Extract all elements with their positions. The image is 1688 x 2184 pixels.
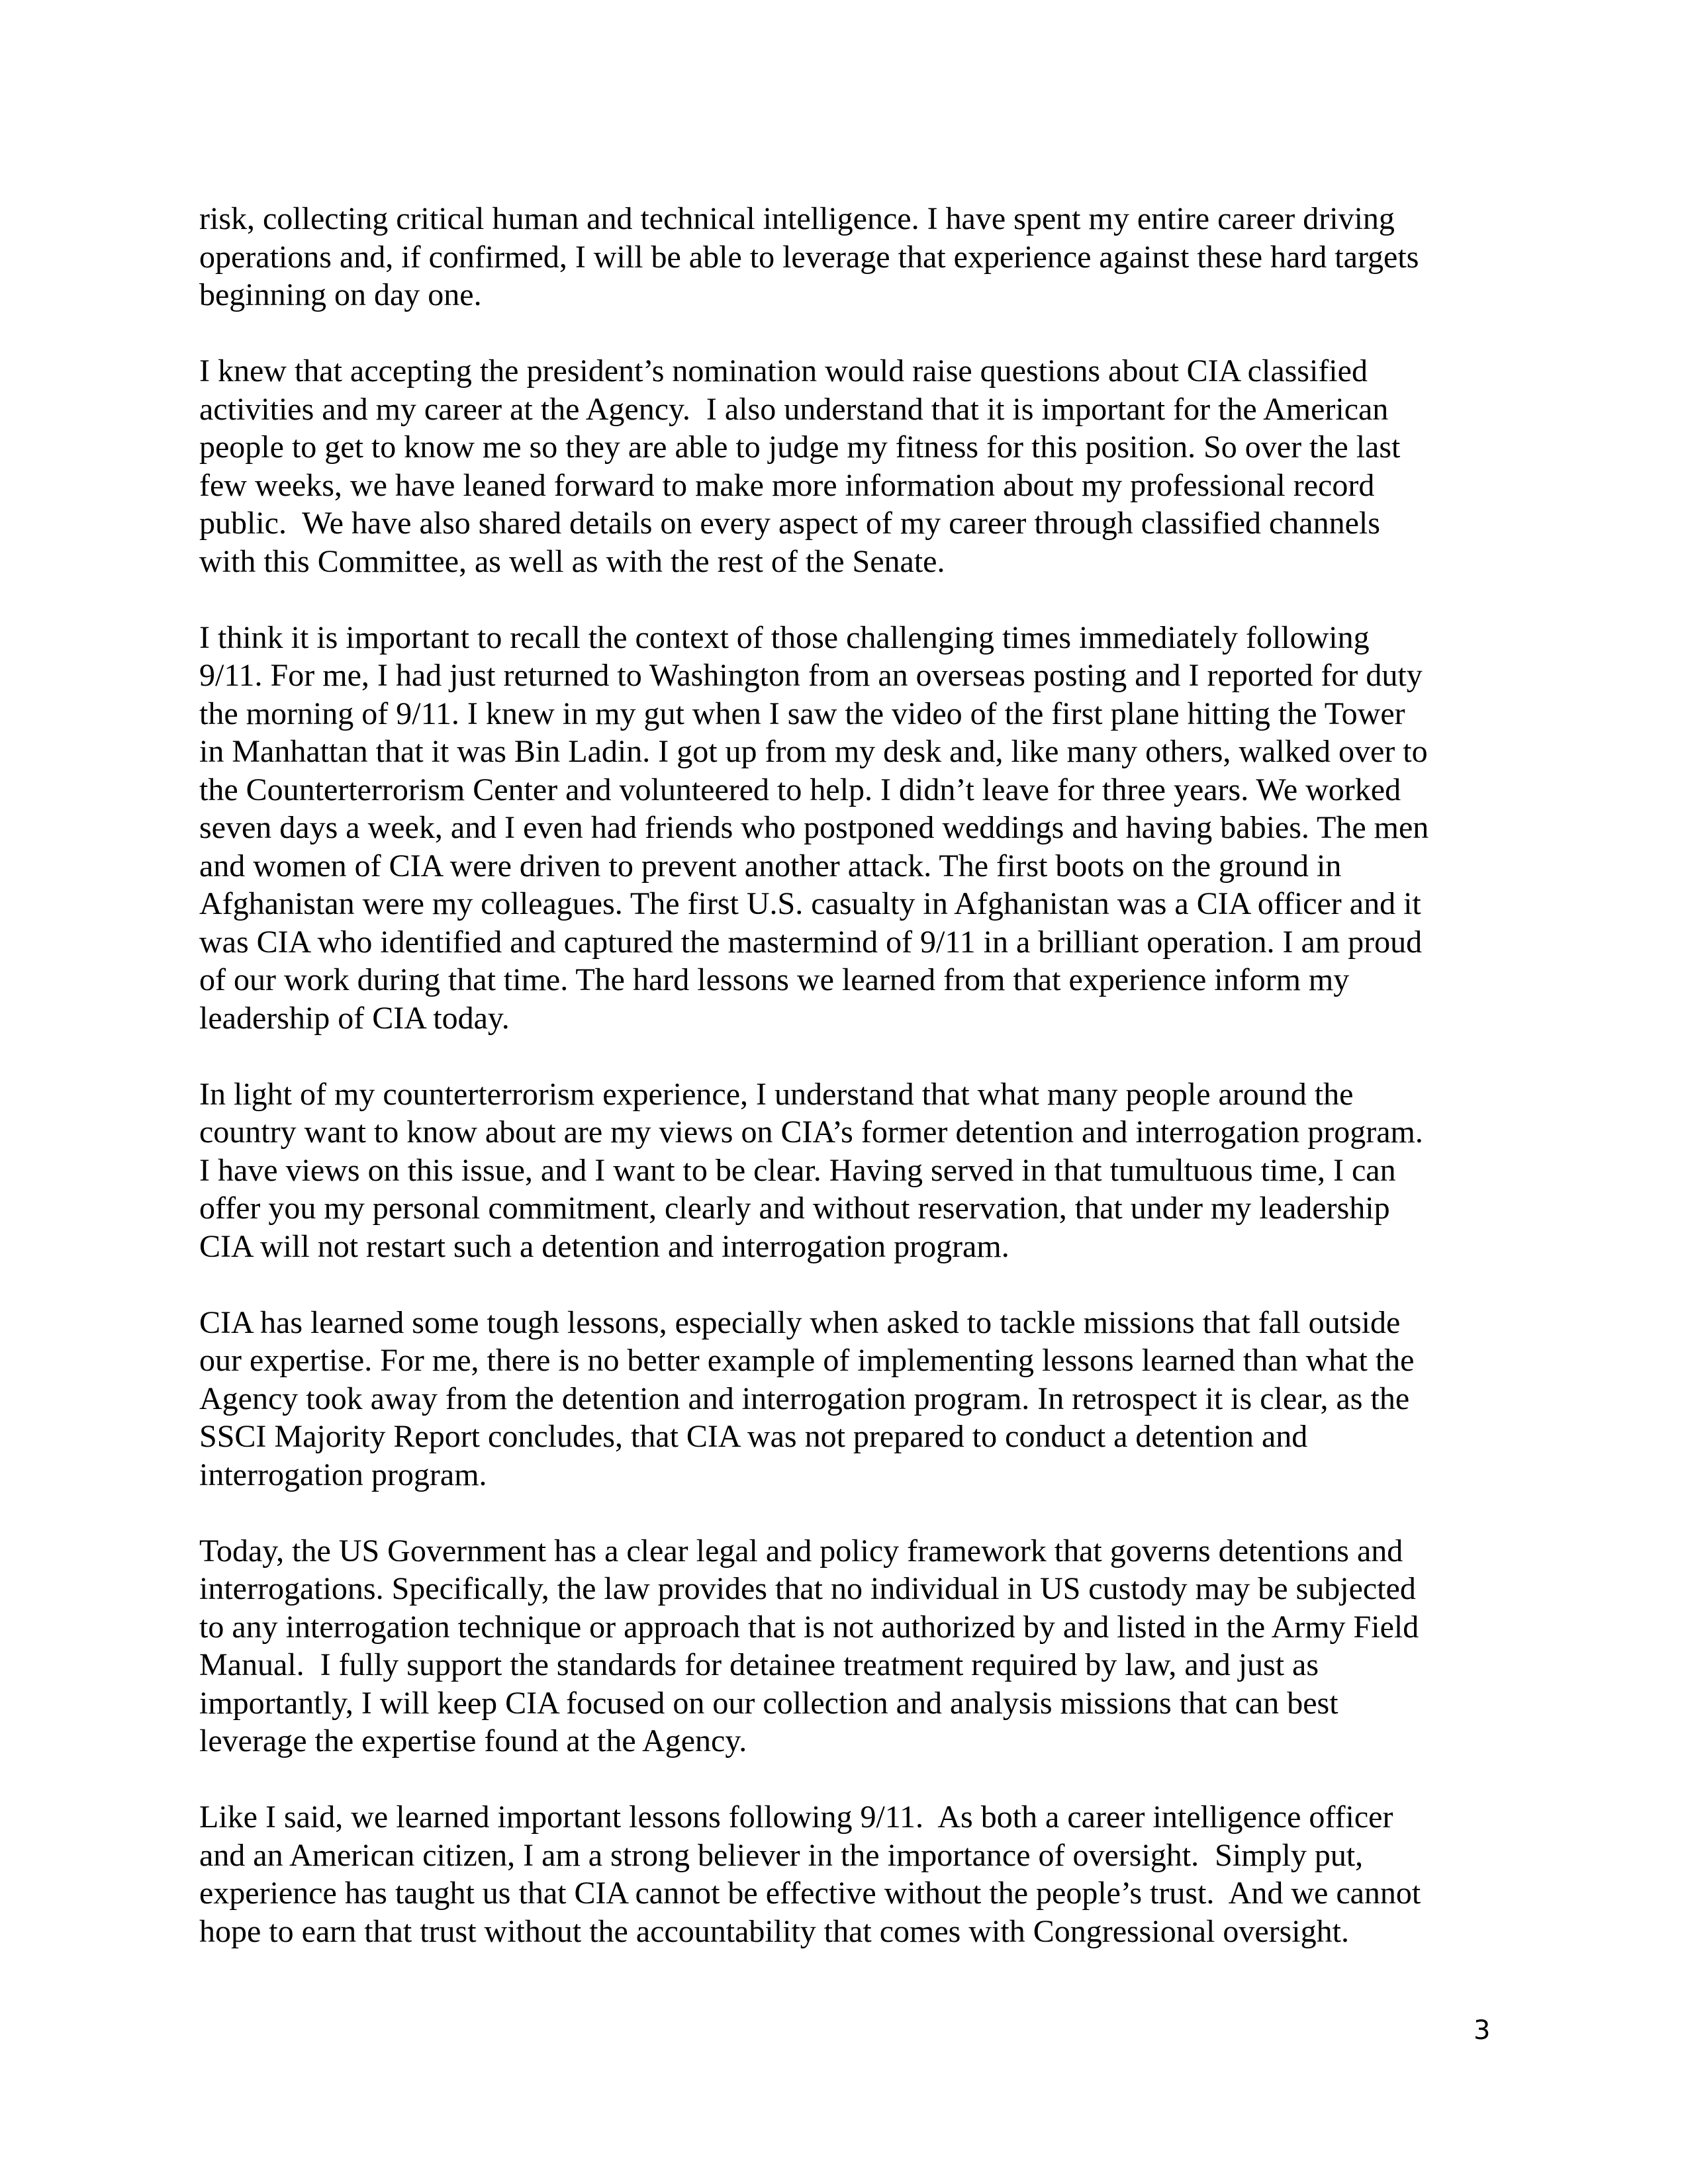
paragraph-legal-framework <box>199 1532 1497 1760</box>
document-body <box>199 200 1497 1950</box>
paragraph-detention-views <box>199 1075 1497 1266</box>
text-line: seven days a week, and I even had friends who postponed weddings and having babies. The men <box>199 810 1429 845</box>
text-line: I knew that accepting the president’s nomination would raise questions about CIA classified <box>199 353 1368 388</box>
text-line: our expertise. For me, there is no better example of implementing lessons learned than what the <box>199 1343 1415 1378</box>
paragraph-nomination <box>199 352 1497 580</box>
text-line: Today, the US Government has a clear legal and policy framework that governs detentions and <box>199 1533 1403 1569</box>
paragraph-oversight <box>199 1798 1497 1950</box>
text-line: importantly, I will keep CIA focused on our collection and analysis missions that can best <box>199 1685 1338 1721</box>
text-line: experience has taught us that CIA cannot be effective without the people’s trust. And we cannot <box>199 1876 1421 1911</box>
text-line: leverage the expertise found at the Agency. <box>199 1723 747 1758</box>
text-line: people to get to know me so they are able to judge my fitness for this position. So over the last <box>199 430 1401 465</box>
text-line: to any interrogation technique or approach that is not authorized by and listed in the Army Field <box>199 1609 1419 1645</box>
page-number: 3 <box>1474 2015 1491 2046</box>
text-line: Like I said, we learned important lessons following 9/11. As both a career intelligence officer <box>199 1799 1393 1835</box>
text-line: 9/11. For me, I had just returned to Washington from an overseas posting and I reported for duty <box>199 658 1423 693</box>
paragraph-lessons-learned <box>199 1304 1497 1494</box>
text-line: SSCI Majority Report concludes, that CIA was not prepared to conduct a detention and <box>199 1419 1308 1454</box>
text-line: interrogation program. <box>199 1457 487 1492</box>
paragraph-post-911-context <box>199 619 1497 1038</box>
text-line: in Manhattan that it was Bin Ladin. I got up from my desk and, like many others, walked over to <box>199 734 1428 769</box>
text-line: and an American citizen, I am a strong believer in the importance of oversight. Simply put, <box>199 1837 1364 1873</box>
text-line: Manual. I fully support the standards for detainee treatment required by law, and just as <box>199 1647 1319 1682</box>
paragraph-career-experience <box>199 200 1497 314</box>
text-line: few weeks, we have leaned forward to make more information about my professional record <box>199 467 1375 503</box>
text-line: with this Committee, as well as with the rest of the Senate. <box>199 543 945 579</box>
text-line: country want to know about are my views on CIA’s former detention and interrogation program. <box>199 1115 1423 1150</box>
text-line: hope to earn that trust without the accountability that comes with Congressional oversight. <box>199 1913 1349 1949</box>
text-line: the morning of 9/11. I knew in my gut when I saw the video of the first plane hitting the Tower <box>199 696 1405 731</box>
text-line: activities and my career at the Agency. I also understand that it is important for the American <box>199 391 1389 427</box>
text-line: beginning on day one. <box>199 277 482 312</box>
text-line: operations and, if confirmed, I will be able to leverage that experience against these hard targets <box>199 239 1419 275</box>
text-line: CIA has learned some tough lessons, especially when asked to tackle missions that fall outside <box>199 1304 1401 1340</box>
text-line: I think it is important to recall the context of those challenging times immediately following <box>199 619 1370 655</box>
text-line: the Counterterrorism Center and volunteered to help. I didn’t leave for three years. We worked <box>199 772 1401 807</box>
text-line: was CIA who identified and captured the mastermind of 9/11 in a brilliant operation. I am proud <box>199 924 1423 960</box>
text-line: and women of CIA were driven to prevent another attack. The first boots on the ground in <box>199 848 1342 884</box>
text-line: CIA will not restart such a detention and interrogation program. <box>199 1228 1009 1264</box>
text-line: In light of my counterterrorism experience, I understand that what many people around the <box>199 1076 1354 1112</box>
text-line: Afghanistan were my colleagues. The first U.S. casualty in Afghanistan was a CIA officer and it <box>199 886 1421 921</box>
text-line: public. We have also shared details on every aspect of my career through classified channels <box>199 506 1380 541</box>
text-line: risk, collecting critical human and technical intelligence. I have spent my entire career driving <box>199 201 1395 236</box>
text-line: leadership of CIA today. <box>199 1000 510 1036</box>
text-line: I have views on this issue, and I want to be clear. Having served in that tumultuous time, I can <box>199 1152 1396 1188</box>
text-line: offer you my personal commitment, clearly and without reservation, that under my leadership <box>199 1191 1390 1226</box>
text-line: Agency took away from the detention and interrogation program. In retrospect it is clear, as the <box>199 1381 1410 1416</box>
text-line: interrogations. Specifically, the law provides that no individual in US custody may be subjected <box>199 1571 1416 1606</box>
text-line: of our work during that time. The hard lessons we learned from that experience inform my <box>199 962 1350 997</box>
